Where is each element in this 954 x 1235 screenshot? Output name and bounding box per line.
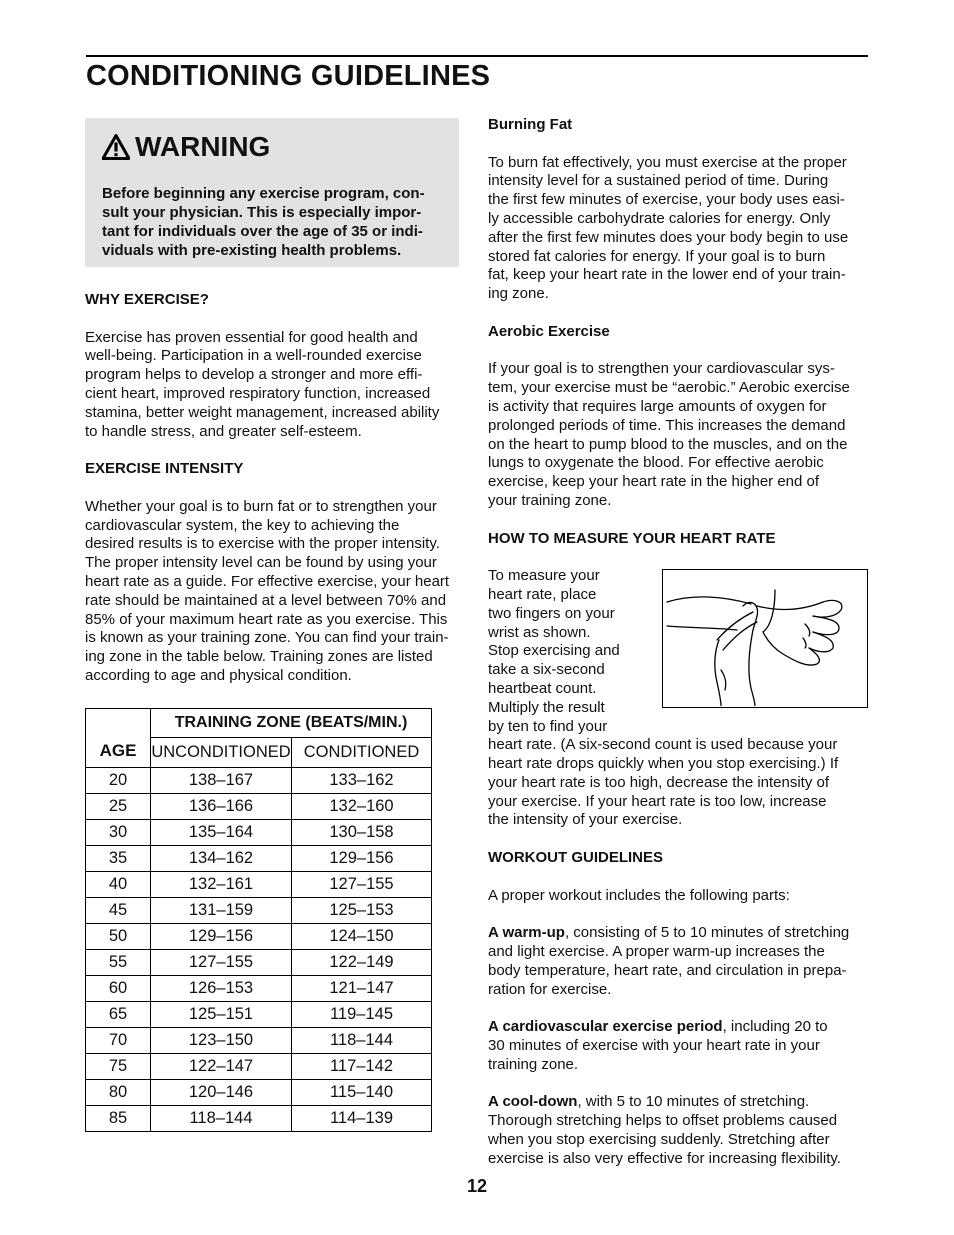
age-cell: 20 [86, 767, 151, 793]
text-line: Exercise has proven essential for good health and [85, 328, 418, 346]
table-row [86, 1053, 432, 1079]
text-line: ing zone. [488, 285, 549, 303]
cardio-term: A cardiovascular exercise period [488, 1018, 723, 1036]
text-line: two fingers on your [488, 604, 615, 622]
unconditioned-cell: 127–155 [151, 949, 292, 975]
text-line: heart rate drops quickly when you stop exercising.) If [488, 755, 839, 773]
age-cell: 35 [86, 845, 151, 871]
age-header: AGE [86, 708, 151, 767]
text-line: To burn fat effectively, you must exercise at the proper [488, 153, 847, 171]
text-line: heart rate as a guide. For effective exercise, your heart [85, 572, 450, 590]
heart-rate-heading: HOW TO MEASURE YOUR HEART RATE [488, 529, 776, 547]
workout-guidelines-heading: WORKOUT GUIDELINES [488, 849, 663, 867]
unconditioned-cell: 129–156 [151, 923, 292, 949]
table-row [86, 845, 432, 871]
text-line: well-being. Participation in a well-rounded exercise [85, 347, 422, 365]
text-line [488, 924, 872, 943]
table-row [86, 1001, 432, 1027]
text-line: lungs to oxygenate the blood. For effective aerobic [488, 454, 824, 472]
unconditioned-cell: 118–144 [151, 1105, 292, 1131]
unconditioned-cell: 122–147 [151, 1053, 292, 1079]
text-line: and light exercise. A proper warm-up increases the [488, 943, 825, 961]
text-line: tant for individuals over the age of 35 or indi- [102, 223, 423, 240]
conditioned-cell: 119–145 [292, 1001, 432, 1027]
exercise-intensity-paragraph [85, 498, 465, 686]
unconditioned-header: UNCONDITIONED [151, 737, 292, 767]
text-line: rate should be maintained at a level between 70% and [85, 591, 447, 609]
text-line: If your goal is to strengthen your cardiovascular sys- [488, 360, 835, 378]
aerobic-exercise-paragraph [488, 360, 872, 510]
training-zone-table [85, 708, 432, 1132]
training-zone-rows [86, 767, 432, 1131]
text-line: according to age and physical condition. [85, 666, 352, 684]
text-line: cardiovascular system, the key to achieving the [85, 516, 400, 534]
page-number: 12 [466, 1176, 488, 1196]
text-line: heart rate, place [488, 585, 597, 603]
unconditioned-cell: 131–159 [151, 897, 292, 923]
right-column [488, 116, 872, 1169]
unconditioned-cell: 132–161 [151, 871, 292, 897]
text-line: heart rate. (A six-second count is used because your [488, 736, 838, 754]
left-column [85, 118, 465, 1132]
heart-rate-paragraph [488, 567, 872, 830]
text-line: stamina, better weight management, increased ability [85, 403, 440, 421]
text-line: the intensity of your exercise. [488, 811, 683, 829]
table-row [86, 819, 432, 845]
text-line: the first few minutes of exercise, your body uses easi- [488, 191, 845, 209]
text-line: To measure your [488, 567, 600, 585]
unconditioned-cell: 120–146 [151, 1079, 292, 1105]
warning-title: WARNING [135, 131, 271, 162]
text-line: desired results is to exercise with the proper intensity. [85, 535, 440, 553]
text-line: ing zone in the table below. Training zones are listed [85, 648, 433, 666]
text-line: intensity level for a sustained period of time. During [488, 172, 829, 190]
cooldown-first-line: , with 5 to 10 minutes of stretching. [577, 1093, 810, 1111]
table-row [86, 793, 432, 819]
cardio-paragraph [488, 1018, 872, 1074]
why-exercise-heading: WHY EXERCISE? [85, 291, 209, 308]
warning-heading [102, 130, 441, 164]
text-line: The proper intensity level can be found by using your [85, 554, 437, 572]
conditioned-header: CONDITIONED [292, 737, 432, 767]
conditioned-cell: 124–150 [292, 923, 432, 949]
text-line: after the first few minutes does your body begin to use [488, 228, 849, 246]
conditioned-cell: 127–155 [292, 871, 432, 897]
warmup-term: A warm-up [488, 924, 565, 942]
cooldown-term: A cool-down [488, 1093, 578, 1111]
text-line: your heart rate is too high, decrease the intensity of [488, 773, 830, 791]
text-line: on the heart to pump blood to the muscles, and on the [488, 435, 848, 453]
table-row [86, 1105, 432, 1131]
text-line: heartbeat count. [488, 679, 597, 697]
age-cell: 50 [86, 923, 151, 949]
table-row [86, 923, 432, 949]
why-exercise-paragraph [85, 329, 465, 442]
wrist-pulse-illustration [662, 569, 868, 708]
text-line: by ten to find your [488, 717, 608, 735]
text-line: Thorough stretching helps to offset problems caused [488, 1112, 838, 1130]
unconditioned-cell: 135–164 [151, 819, 292, 845]
table-row [86, 975, 432, 1001]
top-rule [86, 55, 868, 57]
text-line: is activity that requires large amounts of oxygen for [488, 397, 827, 415]
warning-text [102, 184, 441, 260]
table-row [86, 871, 432, 897]
text-line [488, 1018, 872, 1037]
conditioned-cell: 118–144 [292, 1027, 432, 1053]
table-row [86, 1027, 432, 1053]
text-line: 85% of your maximum heart rate as you exercise. This [85, 610, 448, 628]
text-line: exercise is also very effective for increasing flexibility. [488, 1149, 841, 1167]
age-cell: 55 [86, 949, 151, 975]
conditioned-cell: 115–140 [292, 1079, 432, 1105]
warning-triangle-icon [102, 134, 130, 160]
text-line: viduals with pre-existing health problems. [102, 242, 402, 259]
page-title: CONDITIONING GUIDELINES [86, 60, 491, 92]
text-line: Stop exercising and [488, 642, 620, 660]
training-zone-header: TRAINING ZONE (BEATS/MIN.) [151, 708, 432, 737]
text-line [488, 1093, 872, 1112]
age-cell: 25 [86, 793, 151, 819]
conditioned-cell: 130–158 [292, 819, 432, 845]
text-line: your exercise. If your heart rate is too low, increase [488, 792, 827, 810]
text-line: when you stop exercising suddenly. Stretching after [488, 1131, 830, 1149]
text-line: stored fat calories for energy. If your goal is to burn [488, 247, 826, 265]
text-line: ly accessible carbohydrate calories for energy. Only [488, 209, 831, 227]
text-line: Multiply the result [488, 698, 605, 716]
text-line: fat, keep your heart rate in the lower end of your train- [488, 266, 846, 284]
unconditioned-cell: 126–153 [151, 975, 292, 1001]
text-line: program helps to develop a stronger and more effi- [85, 366, 423, 384]
conditioned-cell: 133–162 [292, 767, 432, 793]
unconditioned-cell: 134–162 [151, 845, 292, 871]
text-line: ration for exercise. [488, 980, 612, 998]
text-line: Whether your goal is to burn fat or to strengthen your [85, 497, 437, 515]
unconditioned-cell: 138–167 [151, 767, 292, 793]
text-line: is known as your training zone. You can find your train- [85, 629, 449, 647]
text-line: Before beginning any exercise program, con- [102, 185, 425, 202]
exercise-intensity-heading: EXERCISE INTENSITY [85, 460, 244, 478]
age-cell: 60 [86, 975, 151, 1001]
text-line: 30 minutes of exercise with your heart rate in your [488, 1037, 820, 1055]
text-line: your training zone. [488, 491, 612, 509]
unconditioned-cell: 136–166 [151, 793, 292, 819]
warmup-first-line: , consisting of 5 to 10 minutes of stretching [564, 924, 850, 942]
conditioned-cell: 122–149 [292, 949, 432, 975]
age-cell: 65 [86, 1001, 151, 1027]
table-row [86, 949, 432, 975]
conditioned-cell: 125–153 [292, 897, 432, 923]
age-cell: 75 [86, 1053, 151, 1079]
cooldown-paragraph [488, 1093, 872, 1168]
conditioned-cell: 117–142 [292, 1053, 432, 1079]
age-cell: 40 [86, 871, 151, 897]
conditioned-cell: 121–147 [292, 975, 432, 1001]
burning-fat-heading: Burning Fat [488, 116, 573, 133]
text-line: exercise, keep your heart rate in the higher end of [488, 473, 820, 491]
table-row [86, 1079, 432, 1105]
text-line: cient heart, improved respiratory function, increased [85, 384, 431, 402]
age-cell: 80 [86, 1079, 151, 1105]
age-cell: 85 [86, 1105, 151, 1131]
table-row [86, 767, 432, 793]
text-line: body temperature, heart rate, and circulation in prepa- [488, 961, 847, 979]
conditioned-cell: 132–160 [292, 793, 432, 819]
table-row [86, 897, 432, 923]
unconditioned-cell: 123–150 [151, 1027, 292, 1053]
conditioned-cell: 114–139 [292, 1105, 432, 1131]
workout-intro: A proper workout includes the following parts: [488, 886, 790, 904]
text-line: prolonged periods of time. This increases the demand [488, 416, 846, 434]
text-line: to handle stress, and greater self-esteem. [85, 422, 362, 440]
text-line: training zone. [488, 1055, 579, 1073]
text-line: take a six-second [488, 661, 605, 679]
age-cell: 30 [86, 819, 151, 845]
text-line: tem, your exercise must be “aerobic.” Aerobic exercise [488, 379, 850, 397]
text-line: sult your physician. This is especially impor- [102, 204, 422, 221]
warning-box [85, 118, 459, 267]
aerobic-exercise-heading: Aerobic Exercise [488, 322, 610, 340]
age-cell: 70 [86, 1027, 151, 1053]
conditioned-cell: 129–156 [292, 845, 432, 871]
age-cell: 45 [86, 897, 151, 923]
cardio-first-line: , including 20 to [722, 1018, 828, 1036]
text-line: wrist as shown. [488, 623, 591, 641]
warmup-paragraph [488, 924, 872, 999]
unconditioned-cell: 125–151 [151, 1001, 292, 1027]
burning-fat-paragraph [488, 154, 872, 304]
